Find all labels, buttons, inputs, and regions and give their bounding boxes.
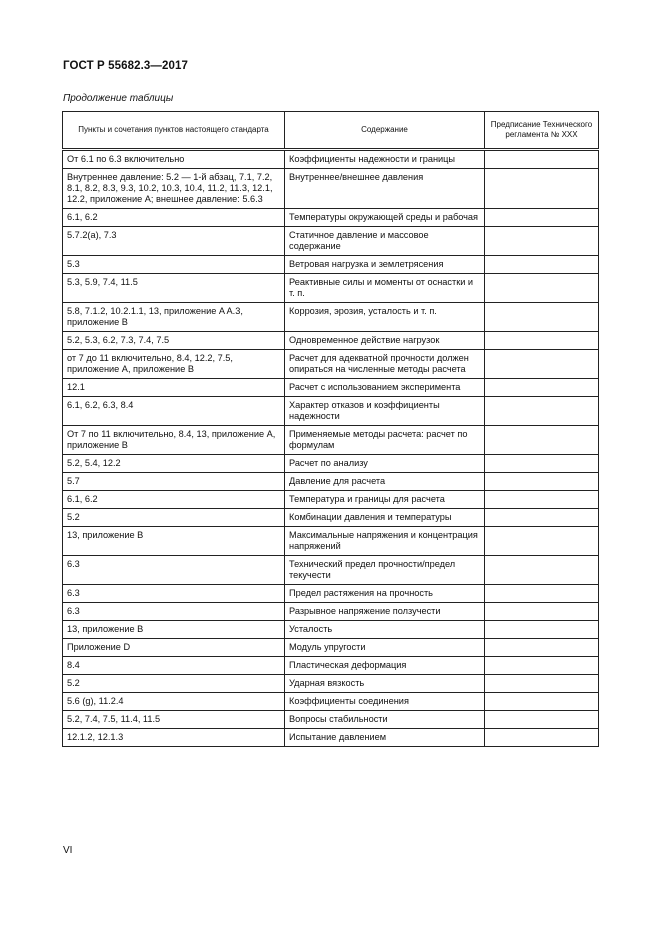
table-row [63, 585, 599, 603]
cell-content: Температура и границы для расчета [285, 491, 485, 509]
cell-content: Пластическая деформация [285, 657, 485, 675]
cell-requirement [485, 455, 599, 473]
cell-content: Предел растяжения на прочность [285, 585, 485, 603]
table-row [63, 509, 599, 527]
cell-points: 6.1, 6.2 [63, 491, 285, 509]
cell-requirement [485, 209, 599, 227]
cell-content: Комбинации давления и температуры [285, 509, 485, 527]
table-row [63, 473, 599, 491]
cell-content: Усталость [285, 621, 485, 639]
cell-content: Испытание давлением [285, 729, 485, 747]
table-row [63, 274, 599, 303]
cell-points: 6.3 [63, 603, 285, 621]
cell-requirement [485, 426, 599, 455]
cell-points: 6.3 [63, 585, 285, 603]
cell-points: 8.4 [63, 657, 285, 675]
cell-points: От 6.1 по 6.3 включительно [63, 150, 285, 169]
cell-content: Одновременное действие нагрузок [285, 332, 485, 350]
cell-requirement [485, 711, 599, 729]
cell-points: Приложение D [63, 639, 285, 657]
cell-requirement [485, 379, 599, 397]
table-row [63, 729, 599, 747]
cell-requirement [485, 491, 599, 509]
table-body [63, 150, 599, 747]
cell-content: Расчет для адекватной прочности должен опираться на численные методы расчета [285, 350, 485, 379]
cell-content: Модуль упругости [285, 639, 485, 657]
cell-points: Внутреннее давление: 5.2 — 1-й абзац, 7.1, 7.2, 8.1, 8.2, 8.3, 9.3, 10.2, 10.3, 10.4, 11.2, 11.3, 12.1, 12.2, приложение A; внешнее давление: 5.6.3 [63, 169, 285, 209]
cell-content: Вопросы стабильности [285, 711, 485, 729]
table-row [63, 675, 599, 693]
table-row [63, 527, 599, 556]
cell-points: 5.2 [63, 675, 285, 693]
cell-points: от 7 до 11 включительно, 8.4, 12.2, 7.5, приложение A, приложение B [63, 350, 285, 379]
cell-requirement [485, 621, 599, 639]
table-row [63, 350, 599, 379]
cell-points: 13, приложение B [63, 527, 285, 556]
column-header-requirement: Предписание Технического регламента № XXX [485, 112, 599, 150]
table-row [63, 693, 599, 711]
cell-requirement [485, 274, 599, 303]
cell-requirement [485, 332, 599, 350]
cell-requirement [485, 227, 599, 256]
cell-points: 5.2, 5.4, 12.2 [63, 455, 285, 473]
table-row [63, 657, 599, 675]
cell-points: 5.6 (g), 11.2.4 [63, 693, 285, 711]
column-header-content: Содержание [285, 112, 485, 150]
cell-points: 5.2, 7.4, 7.5, 11.4, 11.5 [63, 711, 285, 729]
cell-requirement [485, 556, 599, 585]
cell-requirement [485, 303, 599, 332]
cell-content: Расчет с использованием эксперимента [285, 379, 485, 397]
cell-content: Характер отказов и коэффициенты надежности [285, 397, 485, 426]
cell-points: 5.3, 5.9, 7.4, 11.5 [63, 274, 285, 303]
table-row [63, 227, 599, 256]
cell-points: 13, приложение B [63, 621, 285, 639]
cell-requirement [485, 603, 599, 621]
cell-points: 5.7 [63, 473, 285, 491]
cell-requirement [485, 350, 599, 379]
cell-requirement [485, 397, 599, 426]
table-row [63, 379, 599, 397]
cell-requirement [485, 675, 599, 693]
table-row [63, 426, 599, 455]
cell-requirement [485, 150, 599, 169]
cell-requirement [485, 657, 599, 675]
table-row [63, 603, 599, 621]
cell-content: Максимальные напряжения и концентрация напряжений [285, 527, 485, 556]
cell-content: Ударная вязкость [285, 675, 485, 693]
cell-points: 5.3 [63, 256, 285, 274]
page-number: VI [63, 845, 73, 856]
cell-requirement [485, 473, 599, 491]
table-header-row [63, 112, 599, 150]
cell-content: Внутреннее/внешнее давления [285, 169, 485, 209]
table-row [63, 491, 599, 509]
table-row [63, 303, 599, 332]
cell-requirement [485, 585, 599, 603]
cell-content: Давление для расчета [285, 473, 485, 491]
table-row [63, 256, 599, 274]
cell-requirement [485, 509, 599, 527]
cell-requirement [485, 256, 599, 274]
table-row [63, 397, 599, 426]
cell-content: Технический предел прочности/предел текучести [285, 556, 485, 585]
cell-requirement [485, 527, 599, 556]
table-row [63, 711, 599, 729]
cell-content: Коэффициенты соединения [285, 693, 485, 711]
cell-content: Коэффициенты надежности и границы [285, 150, 485, 169]
cell-content: Расчет по анализу [285, 455, 485, 473]
cell-points: 6.1, 6.2, 6.3, 8.4 [63, 397, 285, 426]
cell-points: 5.8, 7.1.2, 10.2.1.1, 13, приложение A A.3, приложение B [63, 303, 285, 332]
table-row [63, 639, 599, 657]
cell-requirement [485, 729, 599, 747]
cell-content: Статичное давление и массовое содержание [285, 227, 485, 256]
cell-points: 5.2 [63, 509, 285, 527]
cell-content: Температуры окружающей среды и рабочая [285, 209, 485, 227]
table-row [63, 556, 599, 585]
cell-points: 12.1.2, 12.1.3 [63, 729, 285, 747]
table-row [63, 621, 599, 639]
cell-requirement [485, 693, 599, 711]
table-caption: Продолжение таблицы [63, 93, 174, 104]
column-header-points: Пункты и сочетания пунктов настоящего стандарта [63, 112, 285, 150]
table-row [63, 209, 599, 227]
cell-requirement [485, 639, 599, 657]
cell-content: Коррозия, эрозия, усталость и т. п. [285, 303, 485, 332]
cell-points: 6.1, 6.2 [63, 209, 285, 227]
document-id: ГОСТ Р 55682.3—2017 [63, 60, 188, 72]
cell-requirement [485, 169, 599, 209]
table-row [63, 169, 599, 209]
requirements-table [62, 111, 599, 747]
table-row [63, 332, 599, 350]
table-row [63, 150, 599, 169]
table-row [63, 455, 599, 473]
cell-points: 5.2, 5.3, 6.2, 7.3, 7.4, 7.5 [63, 332, 285, 350]
cell-content: Ветровая нагрузка и землетрясения [285, 256, 485, 274]
cell-points: 5.7.2(a), 7.3 [63, 227, 285, 256]
cell-points: 12.1 [63, 379, 285, 397]
cell-points: От 7 по 11 включительно, 8.4, 13, приложение A, приложение B [63, 426, 285, 455]
cell-content: Разрывное напряжение ползучести [285, 603, 485, 621]
cell-content: Применяемые методы расчета: расчет по формулам [285, 426, 485, 455]
cell-points: 6.3 [63, 556, 285, 585]
cell-content: Реактивные силы и моменты от оснастки и т. п. [285, 274, 485, 303]
